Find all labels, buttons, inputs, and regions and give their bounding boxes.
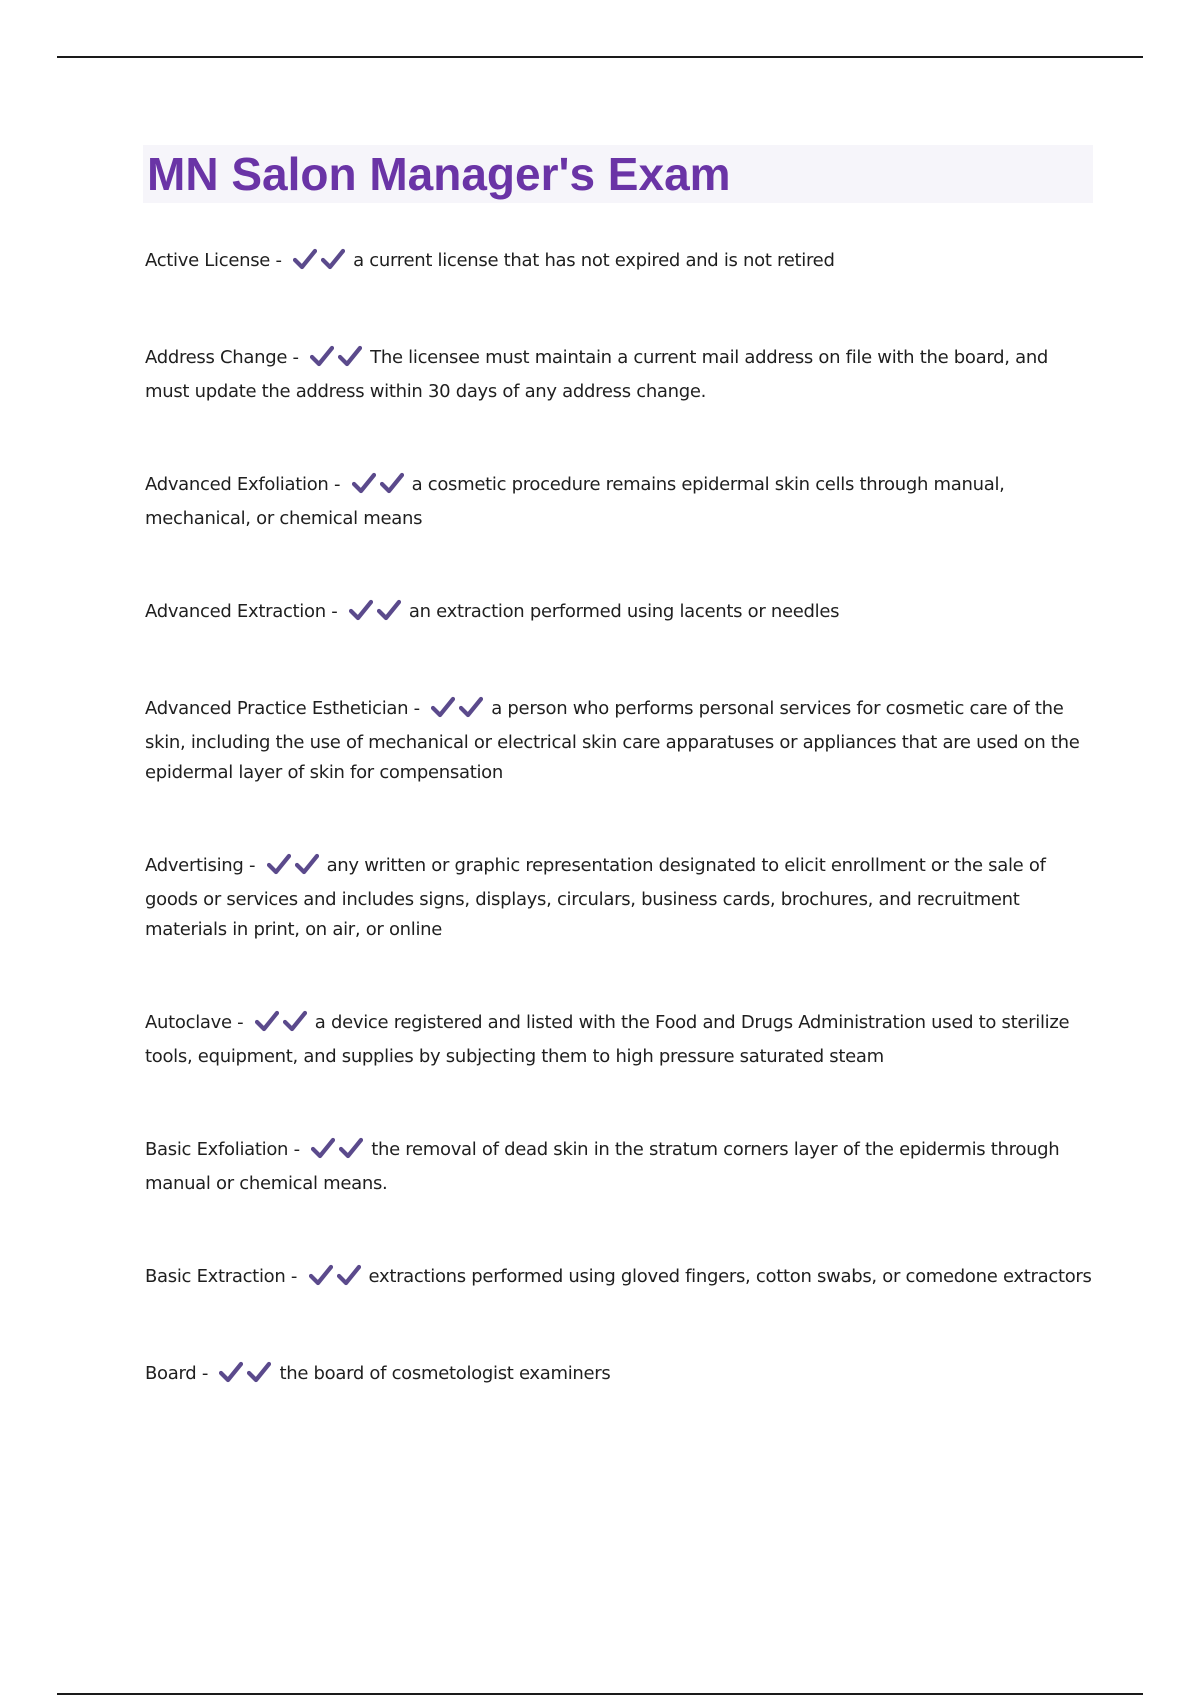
entry-term: Advanced Practice Esthetician: [145, 698, 409, 719]
entry-definition: an extraction performed using lacents or needles: [408, 601, 840, 622]
check-mark-icon: [219, 1361, 243, 1383]
entry-term: Autoclave: [145, 1012, 232, 1033]
entry-separator: -: [331, 601, 338, 622]
entry-separator: -: [293, 1139, 300, 1160]
double-check-marks: [352, 472, 408, 504]
entry-separator: -: [248, 855, 256, 876]
glossary-entry: [145, 343, 1095, 407]
entry-term: Basic Exfoliation: [145, 1139, 289, 1160]
entry-separator: -: [275, 250, 282, 271]
double-check-marks: [219, 1361, 275, 1393]
entry-term: Advanced Extraction: [145, 601, 326, 622]
glossary-entry: [145, 597, 1095, 631]
check-mark-icon: [255, 1010, 279, 1032]
entry-separator: -: [333, 474, 341, 495]
check-mark-icon: [352, 472, 376, 494]
entry-definition: a cosmetic procedure remains epidermal skin cells through manual, mechanical, or chemical means: [145, 474, 1005, 529]
entry-term: Advanced Exfoliation: [145, 474, 329, 495]
entry-term: Board: [145, 1363, 197, 1384]
glossary-entry: [145, 1262, 1095, 1296]
check-mark-icon: [267, 853, 291, 875]
entry-definition: any written or graphic representation designated to elicit enrollment or the sale of goods or services and includes signs, displays, circulars, business cards, brochures, and recruitment materials in print, on air, or online: [145, 855, 1046, 940]
glossary-entry: [145, 1135, 1095, 1199]
check-mark-icon: [309, 1264, 333, 1286]
double-check-marks: [309, 1264, 365, 1296]
glossary-list: [145, 246, 1095, 1456]
check-mark-icon: [247, 1361, 271, 1383]
top-rule: [57, 56, 1143, 58]
check-mark-icon: [293, 248, 317, 270]
entry-definition: a current license that has not expired and is not retired: [353, 250, 835, 271]
double-check-marks: [311, 1137, 367, 1169]
check-mark-icon: [283, 1010, 307, 1032]
glossary-entry: [145, 694, 1095, 788]
double-check-marks: [267, 853, 323, 885]
check-mark-icon: [459, 696, 483, 718]
glossary-entry: [145, 246, 1095, 280]
check-mark-icon: [431, 696, 455, 718]
glossary-entry: [145, 470, 1095, 534]
check-mark-icon: [311, 1137, 335, 1159]
entry-definition: the board of cosmetologist examiners: [279, 1363, 611, 1384]
double-check-marks: [255, 1010, 311, 1042]
entry-definition: a person who performs personal services for cosmetic care of the skin, including the use of mechanical or electrical skin care apparatuses or appliances that are used on the epidermal layer of skin for compensation: [145, 698, 1080, 783]
bottom-rule: [57, 1693, 1143, 1695]
check-mark-icon: [339, 1137, 363, 1159]
entry-separator: -: [290, 1266, 298, 1287]
document-title: MN Salon Manager's Exam: [147, 148, 731, 200]
check-mark-icon: [321, 248, 345, 270]
double-check-marks: [431, 696, 487, 728]
entry-definition: the removal of dead skin in the stratum corners layer of the epidermis through manual or chemical means.: [145, 1139, 1060, 1194]
entry-term: Active License: [145, 250, 271, 271]
check-mark-icon: [310, 345, 334, 367]
entry-term: Basic Extraction: [145, 1266, 286, 1287]
check-mark-icon: [295, 853, 319, 875]
check-mark-icon: [349, 599, 373, 621]
entry-term: Address Change: [145, 347, 288, 368]
double-check-marks: [293, 248, 349, 280]
entry-definition: extractions performed using gloved fingers, cotton swabs, or comedone extractors: [368, 1266, 1092, 1287]
check-mark-icon: [377, 599, 401, 621]
glossary-entry: [145, 851, 1095, 945]
double-check-marks: [349, 599, 405, 631]
glossary-entry: [145, 1008, 1095, 1072]
check-mark-icon: [338, 345, 362, 367]
glossary-entry: [145, 1359, 1095, 1393]
entry-separator: -: [201, 1363, 209, 1384]
entry-separator: -: [237, 1012, 244, 1033]
entry-term: Advertising: [145, 855, 244, 876]
check-mark-icon: [380, 472, 404, 494]
entry-definition: The licensee must maintain a current mail address on file with the board, and must update the address within 30 days of any address change.: [145, 347, 1049, 402]
double-check-marks: [310, 345, 366, 377]
check-mark-icon: [337, 1264, 361, 1286]
entry-definition: a device registered and listed with the Food and Drugs Administration used to sterilize tools, equipment, and supplies by subjecting them to high pressure saturated steam: [145, 1012, 1070, 1067]
entry-separator: -: [292, 347, 299, 368]
entry-separator: -: [413, 698, 420, 719]
